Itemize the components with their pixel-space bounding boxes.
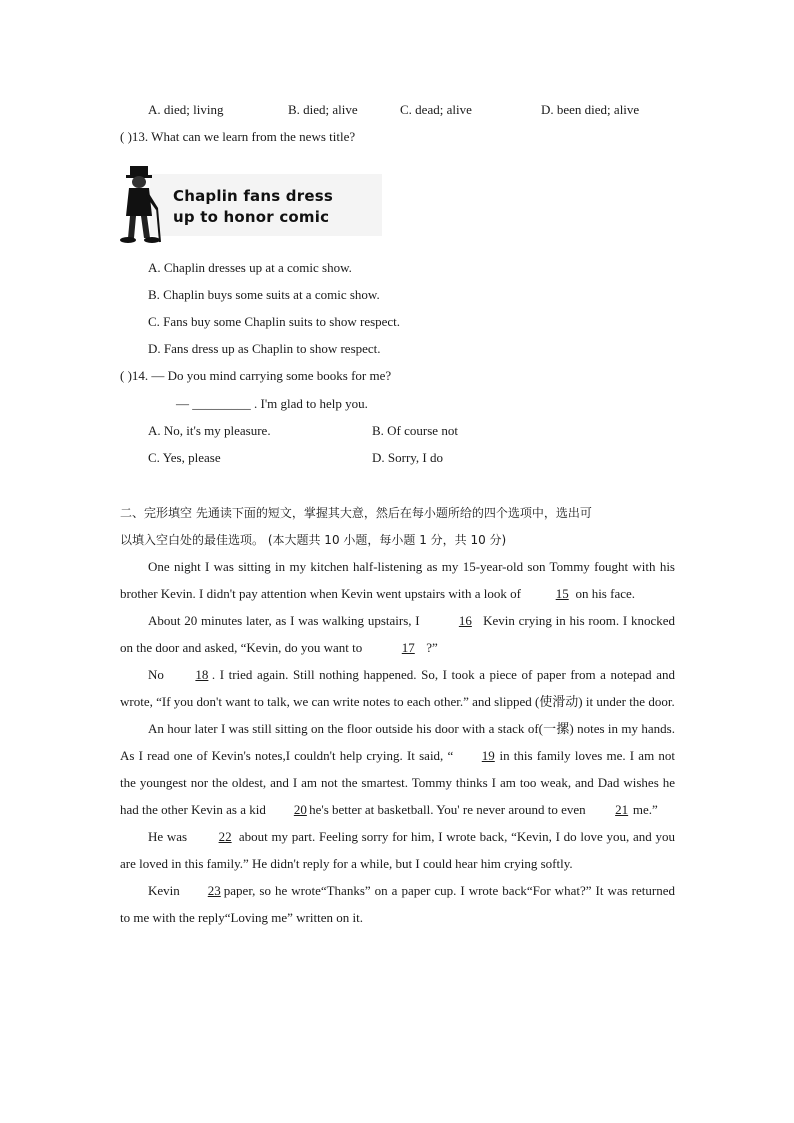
headline-line-1: Chaplin fans dress — [173, 187, 333, 205]
blank-22: 22 — [218, 829, 232, 844]
q13-option-c: C. Fans buy some Chaplin suits to show respect. — [148, 314, 401, 329]
q14-option-a: A. No, it's my pleasure. — [148, 423, 271, 438]
q12-option-b: B. died; alive — [288, 102, 358, 117]
reply-dash: — — [176, 396, 193, 411]
q12-option-d: D. been died; alive — [541, 102, 640, 117]
q12-option-a: A. died; living — [148, 102, 224, 117]
q13-option-a: A. Chaplin dresses up at a comic show. — [148, 260, 352, 275]
blank-15: 15 — [555, 586, 569, 601]
paragraph-2: About 20 minutes later, as I was walking upstairs, I 16 Kevin crying in his room. I knocked on the door and asked, “Kevin, do you want to 17 ?” — [120, 607, 675, 661]
blank-20: 20 — [293, 802, 307, 817]
news-headline-image — [120, 160, 382, 250]
paragraph-1: One night I was sitting in my kitchen half-listening as my 15-year-old son Tommy fought with his brother Kevin. I didn't pay attention when Kevin went upstairs with a look of 15 on his face. — [120, 553, 675, 607]
chaplin-silhouette-icon — [120, 160, 382, 250]
blank-16: 16 — [458, 613, 472, 628]
reply-blank: _________ — [192, 396, 251, 411]
q14-question — [120, 368, 391, 384]
q14-option-c: C. Yes, please — [148, 450, 221, 465]
answer-bracket: ( ) — [120, 129, 132, 144]
q12-option-c: C. dead; alive — [400, 102, 472, 117]
q14-stem: 14. — Do you mind carrying some books for me? — [131, 368, 392, 383]
q14-option-b: B. Of course not — [372, 423, 458, 438]
blank-21: 21 — [615, 802, 629, 817]
blank-23: 23 — [207, 883, 221, 898]
blank-19: 19 — [481, 748, 495, 763]
q14-option-d: D. Sorry, I do — [372, 450, 444, 465]
q13-option-d: D. Fans dress up as Chaplin to show respect. — [148, 341, 381, 356]
q13-option-b: B. Chaplin buys some suits at a comic show. — [148, 287, 380, 302]
paragraph-3: No 18 . I tried again. Still nothing happened. So, I took a piece of paper from a notepad and wrote, “If you don't want to talk, we can write notes to each other.” and slipped (使滑动) it under the door. — [120, 661, 675, 715]
headline-line-2: up to honor comic — [173, 208, 330, 226]
blank-18: 18 — [195, 667, 209, 682]
q13-question — [120, 129, 355, 145]
q14-reply — [176, 396, 368, 412]
section-2-instructions: 以填入空白处的最佳选项。 (本大题共 10 小题，每小题 1 分，共 10 分) — [120, 533, 507, 547]
paragraph-4: An hour later I was still sitting on the floor outside his door with a stack of(一摞) notes in my hands. As I read one of Kevin's notes,I couldn't help crying. It said, “ 19 in this family loves me. I am not the youngest nor the oldest, and I am not the smartest. Tommy thinks I am too weak, and Dad wishes he had the other Kevin as a kid 20 he's better at basketball. You' re never around to even 21 me.” — [120, 715, 675, 823]
paragraph-6: Kevin 23 paper, so he wrote“Thanks” on a paper cup. I wrote back“For what?” It was returned to me with the reply“Loving me” written on it. — [120, 877, 675, 931]
answer-bracket: ( ) — [120, 368, 132, 383]
reply-text: . I'm glad to help you. — [250, 396, 368, 411]
paragraph-5: He was 22 about my part. Feeling sorry for him, I wrote back, “Kevin, I do love you, and you are loved in this family.” He didn't reply for a while, but I could hear him crying softly. — [120, 823, 675, 877]
q13-stem: 13. What can we learn from the news title? — [131, 129, 356, 144]
section-2-heading: 二、完形填空 先通读下面的短文，掌握其大意，然后在每小题所给的四个选项中，选出可 — [120, 506, 592, 520]
cloze-passage — [120, 553, 675, 931]
blank-17: 17 — [401, 640, 415, 655]
